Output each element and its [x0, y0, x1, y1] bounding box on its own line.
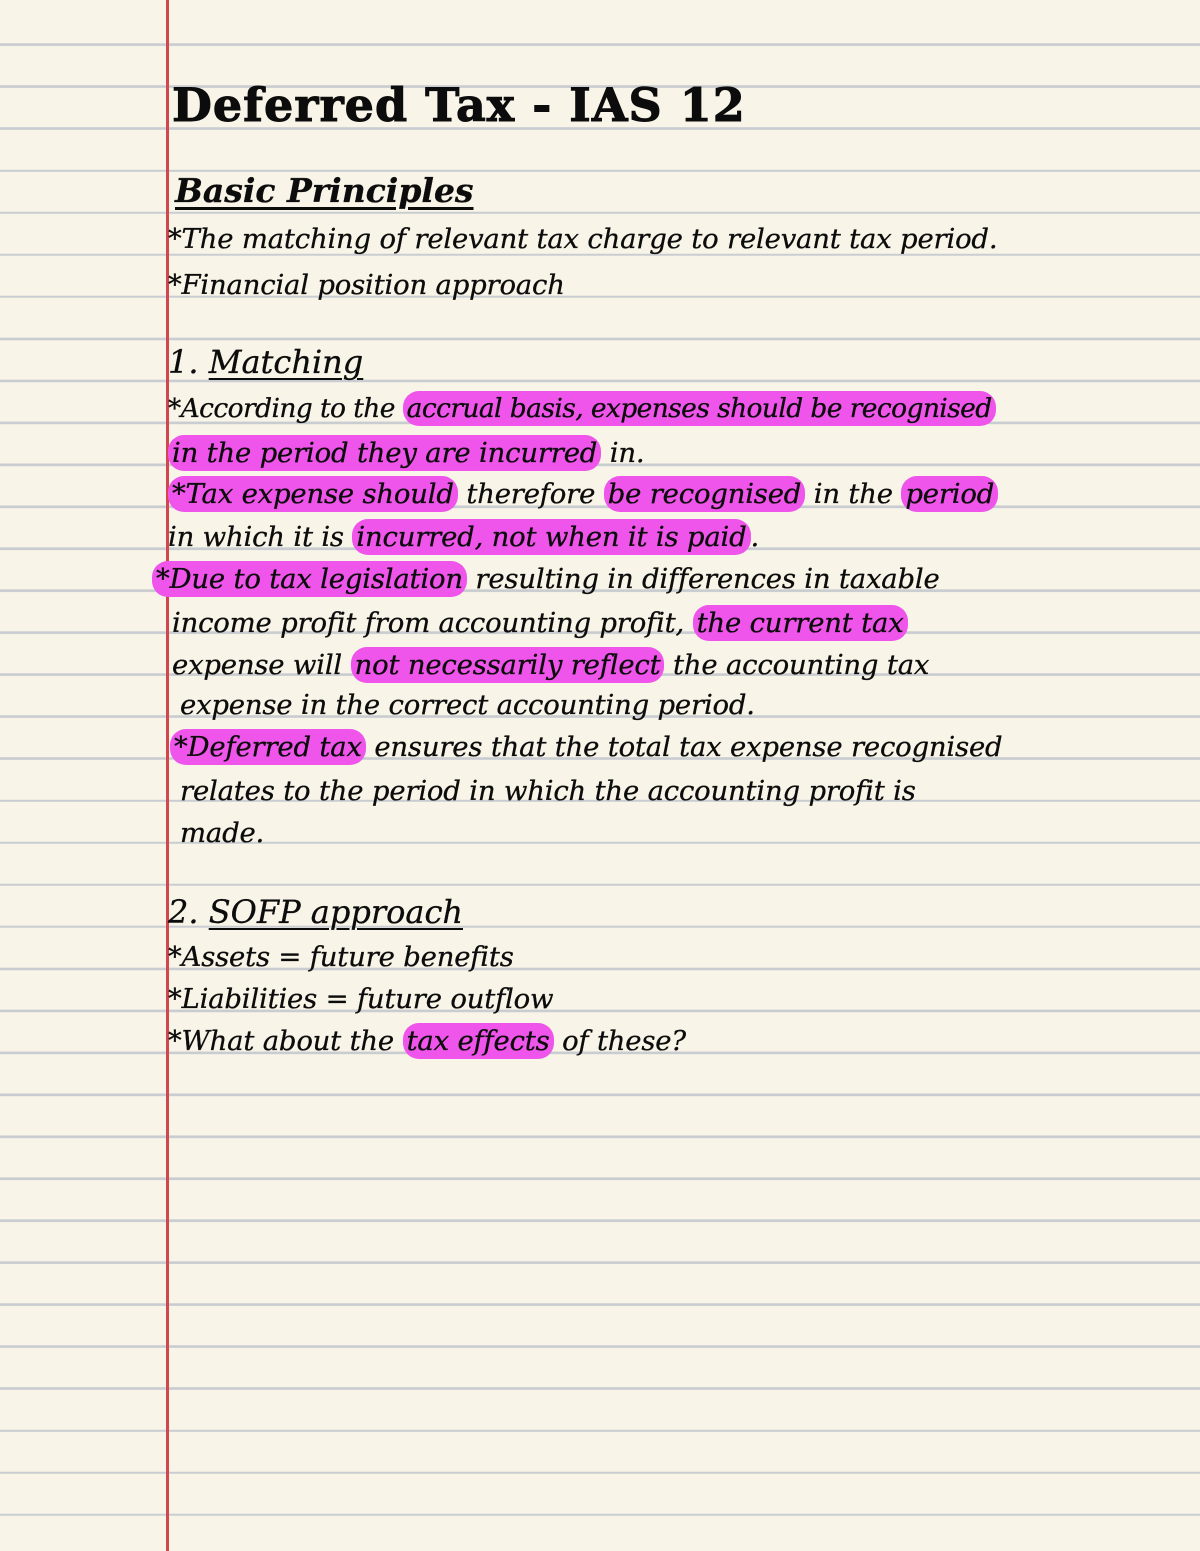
sofp-heading: SOFP approach — [208, 893, 463, 931]
matching-subheading — [168, 343, 364, 381]
matching-line-3: *Tax expense should therefore be recognised in the period — [168, 481, 998, 509]
matching-heading: Matching — [208, 343, 364, 381]
highlight: be recognised — [604, 476, 806, 512]
highlight: *Due to tax legislation — [152, 561, 467, 597]
sofp-point-1: *Assets = future benefits — [168, 941, 514, 973]
highlight: not necessarily reflect — [351, 647, 665, 683]
matching-line-4: in which it is incurred, not when it is paid . — [168, 521, 760, 553]
matching-line-6: income profit from accounting profit, the current tax — [172, 610, 908, 638]
matching-line-9: *Deferred tax ensures that the total tax expense recognised — [170, 734, 1002, 762]
principle-point-2: *Financial position approach — [168, 269, 565, 301]
highlight: *Tax expense should — [168, 476, 458, 512]
basic-principles-heading: Basic Principles — [175, 171, 474, 210]
highlight: tax effects — [403, 1023, 554, 1059]
highlight: the current tax — [693, 605, 908, 641]
section-number: 2. — [168, 893, 199, 931]
highlight: accrual basis, expenses should be recognised — [403, 391, 996, 426]
matching-line-8: expense in the correct accounting period. — [180, 689, 755, 721]
highlight: *Deferred tax — [170, 729, 366, 765]
sofp-point-3: *What about the tax effects of these? — [168, 1025, 686, 1057]
sofp-point-2: *Liabilities = future outflow — [168, 983, 554, 1015]
matching-line-5: *Due to tax legislation resulting in differences in taxable — [152, 566, 940, 594]
page-title: Deferred Tax - IAS 12 — [172, 78, 746, 132]
section-number: 1. — [168, 343, 199, 381]
highlight: period — [901, 476, 998, 512]
highlight: in the period they are incurred — [168, 435, 601, 471]
matching-line-2: in the period they are incurred in. — [168, 440, 644, 468]
matching-line-10: relates to the period in which the accounting profit is — [180, 775, 916, 807]
matching-line-11: made. — [180, 817, 265, 849]
matching-line-7: expense will not necessarily reflect the accounting tax — [172, 649, 930, 681]
matching-line-1: *According to the accrual basis, expenses should be recognised — [168, 396, 996, 423]
principle-point-1: *The matching of relevant tax charge to relevant tax period. — [168, 223, 998, 255]
sofp-subheading — [168, 893, 463, 931]
highlight: incurred, not when it is paid — [352, 519, 750, 555]
